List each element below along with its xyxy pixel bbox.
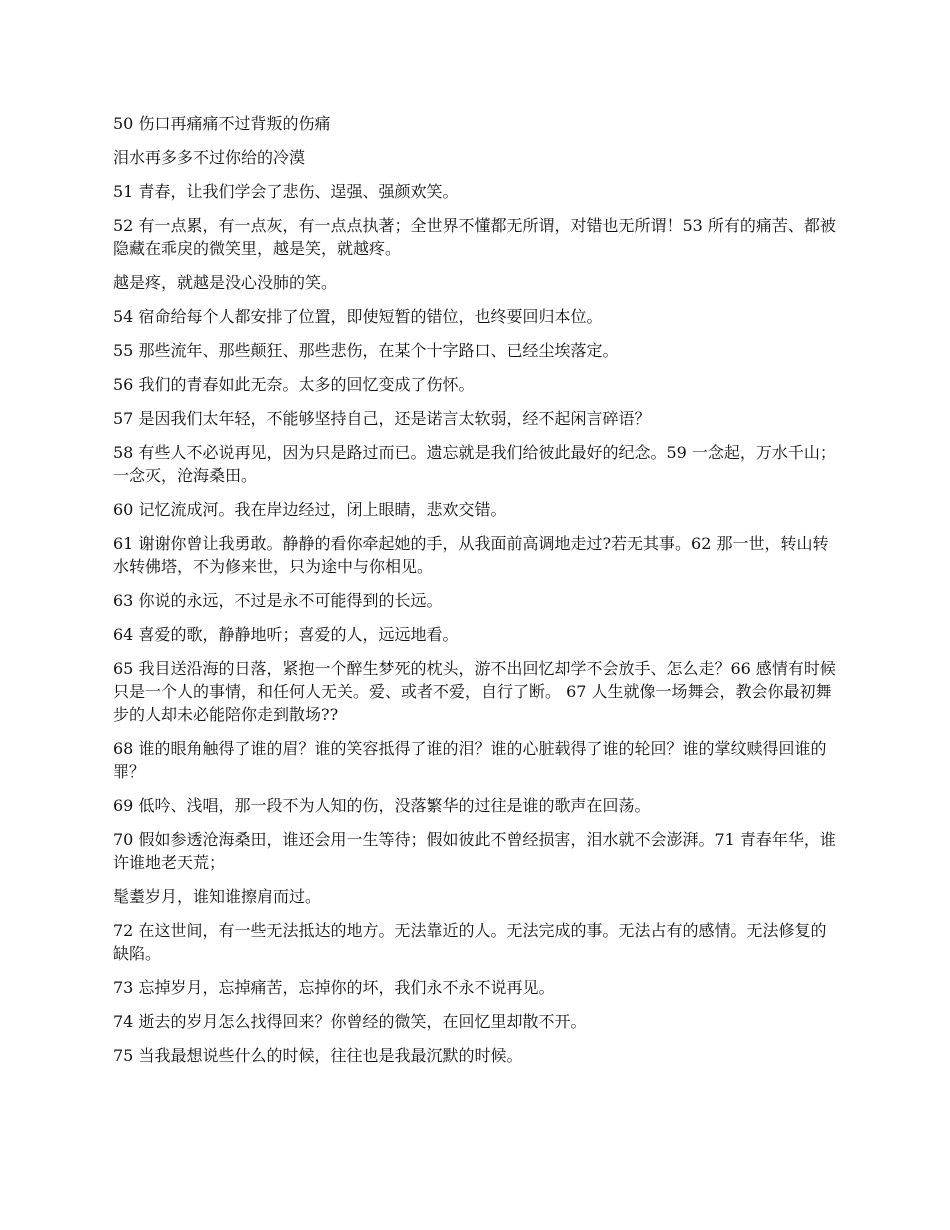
paragraph-53-continued: 越是疼，就越是没心没肺的笑。 <box>113 273 338 292</box>
paragraph-57: 57 是因我们太年轻，不能够坚持自己，还是诺言太软弱，经不起闲言碎语？ <box>113 409 651 428</box>
paragraph-52-53: 52 有一点累，有一点灰，有一点点执著；全世界不懂都无所谓，对错也无所谓！53 所有的痛苦、都被隐藏在乖戾的微笑里，越是笑，就越疼。 <box>113 216 836 258</box>
paragraph-51: 51 青春，让我们学会了悲伤、逞强、强颜欢笑。 <box>113 182 459 201</box>
paragraph-60: 60 记忆流成河。我在岸边经过，闭上眼睛，悲欢交错。 <box>113 500 507 519</box>
document-body <box>113 112 840 1078</box>
paragraph-75: 75 当我最想说些什么的时候，往往也是我最沉默的时候。 <box>113 1046 523 1065</box>
paragraph-71-continued: 髦耋岁月，谁知谁擦肩而过。 <box>113 887 322 906</box>
paragraph-58-59: 58 有些人不必说再见，因为只是路过而已。遗忘就是我们给彼此最好的纪念。59 一念起，万水千山；一念灭，沧海桑田。 <box>113 443 836 485</box>
paragraph-69: 69 低吟、浅唱，那一段不为人知的伤，没落繁华的过往是谁的歌声在回荡。 <box>113 796 651 815</box>
paragraph-63: 63 你说的永远，不过是永不可能得到的长远。 <box>113 591 443 610</box>
paragraph-64: 64 喜爱的歌，静静地听；喜爱的人，远远地看。 <box>113 625 459 644</box>
paragraph-74: 74 逝去的岁月怎么找得回来？你曾经的微笑，在回忆里却散不开。 <box>113 1012 587 1031</box>
paragraph-50-continued: 泪水再多多不过你给的冷漠 <box>113 148 306 167</box>
paragraph-72: 72 在这世间，有一些无法抵达的地方。无法靠近的人。无法完成的事。无法占有的感情。无法修复的缺陷。 <box>113 921 827 963</box>
paragraph-65-67: 65 我目送沿海的日落，紧抱一个醉生梦死的枕头，游不出回忆却学不会放手、怎么走？66 感情有时候只是一个人的事情，和任何人无关。爱、或者不爱，自行了断。 67 人生就像一场舞会，教会你最初舞步的人却未必能陪你走到散场?? <box>113 659 836 724</box>
paragraph-68: 68 谁的眼角触得了谁的眉？谁的笑容抵得了谁的泪？谁的心脏载得了谁的轮回？谁的掌纹赎得回谁的罪？ <box>113 739 827 781</box>
paragraph-50: 50 伤口再痛痛不过背叛的伤痛 <box>113 114 331 133</box>
paragraph-55: 55 那些流年、那些颠狂、那些悲伤，在某个十字路口、已经尘埃落定。 <box>113 341 619 360</box>
paragraph-70-71: 70 假如参透沧海桑田，谁还会用一生等待；假如彼此不曾经损害，泪水就不会澎湃。71 青春年华，谁许谁地老天荒； <box>113 830 836 872</box>
paragraph-56: 56 我们的青春如此无奈。太多的回忆变成了伤怀。 <box>113 375 475 394</box>
paragraph-54: 54 宿命给每个人都安排了位置，即使短暂的错位，也终要回归本位。 <box>113 307 603 326</box>
paragraph-73: 73 忘掉岁月，忘掉痛苦，忘掉你的坏，我们永不永不说再见。 <box>113 978 555 997</box>
paragraph-61-62: 61 谢谢你曾让我勇敢。静静的看你牵起她的手，从我面前高调地走过?若无其事。62 那一世，转山转水转佛塔，不为修来世，只为途中与你相见。 <box>113 534 829 576</box>
